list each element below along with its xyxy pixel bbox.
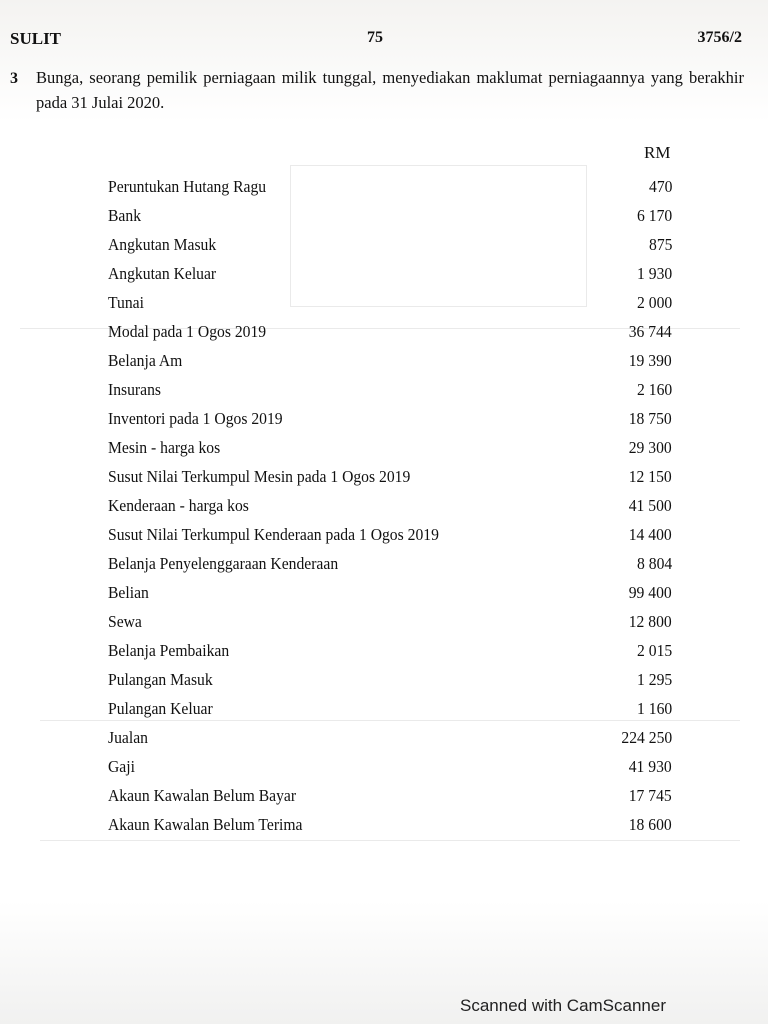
- item-amount: 29 300: [628, 438, 672, 457]
- item-label: Bank: [108, 206, 142, 225]
- item-label: Angkutan Masuk: [108, 235, 217, 254]
- bleed-through-line: [40, 840, 740, 841]
- item-label: Angkutan Keluar: [108, 264, 217, 283]
- item-amount: 6 170: [636, 206, 672, 225]
- item-label: Modal pada 1 Ogos 2019: [108, 322, 267, 341]
- list-item: [104, 781, 676, 810]
- item-label: Susut Nilai Terkumpul Mesin pada 1 Ogos 2019: [108, 467, 411, 486]
- list-item: [104, 607, 676, 636]
- item-label: Pulangan Masuk: [108, 670, 213, 689]
- currency-header: RM: [644, 143, 671, 162]
- item-amount: 41 930: [628, 757, 672, 776]
- item-amount: 17 745: [628, 786, 672, 805]
- list-item: [104, 810, 676, 839]
- item-amount: 99 400: [628, 583, 672, 602]
- list-item: [104, 346, 676, 375]
- item-amount: 19 390: [628, 351, 672, 370]
- item-label: Tunai: [108, 293, 144, 312]
- item-label: Insurans: [108, 380, 162, 399]
- item-label: Sewa: [108, 612, 142, 631]
- list-item: [104, 288, 676, 317]
- item-amount: 12 800: [628, 612, 672, 631]
- list-item: [104, 752, 676, 781]
- list-item: [104, 549, 676, 578]
- item-amount: 2 015: [636, 641, 672, 660]
- item-label: Jualan: [108, 728, 148, 747]
- scanner-watermark: Scanned with CamScanner: [460, 996, 667, 1015]
- list-item: [104, 520, 676, 549]
- item-amount: 1 295: [636, 670, 672, 689]
- item-amount: 2 160: [636, 380, 672, 399]
- item-label: Belian: [108, 583, 149, 602]
- page-number: 75: [367, 29, 383, 46]
- item-amount: 875: [648, 235, 672, 254]
- list-item: [104, 578, 676, 607]
- item-label: Belanja Am: [108, 351, 183, 370]
- list-item: [104, 375, 676, 404]
- item-amount: 36 744: [628, 322, 672, 341]
- item-amount: 2 000: [636, 293, 672, 312]
- list-item: [104, 317, 676, 346]
- item-amount: 18 600: [628, 815, 672, 834]
- list-item: [104, 723, 676, 752]
- item-label: Pulangan Keluar: [108, 699, 213, 718]
- item-label: Mesin - harga kos: [108, 438, 221, 457]
- question-intro: Bunga, seorang pemilik perniagaan milik tunggal, menyediakan maklumat perniagaannya yang berakhir pada 31 Julai 2020.: [36, 68, 744, 112]
- item-amount: 1 160: [636, 699, 672, 718]
- list-item: [104, 462, 676, 491]
- item-label: Belanja Penyelenggaraan Kenderaan: [108, 554, 339, 573]
- item-amount: 12 150: [628, 467, 672, 486]
- item-amount: 8 804: [636, 554, 672, 573]
- list-item: [104, 404, 676, 433]
- list-item: [104, 665, 676, 694]
- item-label: Susut Nilai Terkumpul Kenderaan pada 1 Ogos 2019: [108, 525, 439, 544]
- paper-code: 3756/2: [697, 29, 742, 46]
- list-item: [104, 230, 676, 259]
- list-item: [104, 172, 676, 201]
- list-item: [104, 259, 676, 288]
- item-label: Belanja Pembaikan: [108, 641, 230, 660]
- list-item: [104, 433, 676, 462]
- list-item: [104, 694, 676, 723]
- item-amount: 224 250: [621, 728, 672, 747]
- header-sulit: SULIT: [10, 29, 62, 48]
- list-item: [104, 636, 676, 665]
- item-amount: 14 400: [628, 525, 672, 544]
- item-label: Akaun Kawalan Belum Terima: [108, 815, 303, 834]
- item-label: Peruntukan Hutang Ragu: [108, 177, 267, 196]
- item-label: Akaun Kawalan Belum Bayar: [108, 786, 297, 805]
- item-label: Kenderaan - harga kos: [108, 496, 249, 515]
- question-number: 3: [10, 70, 18, 87]
- item-amount: 41 500: [628, 496, 672, 515]
- list-item: [104, 201, 676, 230]
- item-amount: 1 930: [636, 264, 672, 283]
- list-item: [104, 491, 676, 520]
- item-amount: 470: [648, 177, 672, 196]
- item-label: Gaji: [108, 757, 135, 776]
- item-label: Inventori pada 1 Ogos 2019: [108, 409, 283, 428]
- item-amount: 18 750: [628, 409, 672, 428]
- trial-balance-list: [104, 172, 676, 839]
